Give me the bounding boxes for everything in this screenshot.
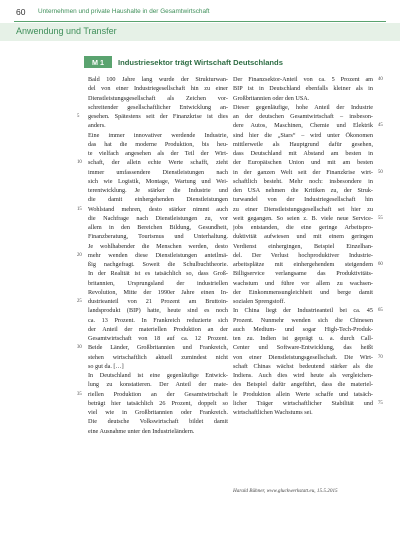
text-line: wachstum und führe vor allem zu wachsen- (233, 279, 373, 287)
page-header (0, 0, 400, 22)
text-line: viel wie in Großbritannien oder Frankreich. (88, 409, 228, 416)
line-number: 70 (378, 354, 383, 360)
text-line: turwandel von der Industriegesellschaft hin (233, 196, 373, 204)
text-line: Revolution, Mitte der 1990er Jahre einen In- (88, 288, 228, 296)
line-number: 20 (77, 252, 82, 258)
text-line: eine Ausnahme unter den Industrieländern. (88, 427, 195, 435)
line-number: 40 (378, 77, 383, 82)
text-line: von einer Dienstleistungsgesellschaft. Die Wirt- (233, 353, 373, 361)
line-number: 30 (77, 345, 82, 351)
text-line: Der Finanzsektor-Anteil von ca. 5 Prozent am (233, 76, 373, 83)
text-line: wirtschaftlichen Wachstums sei. (233, 409, 313, 416)
text-line: Finanzberatung, Tourismus und Unterhaltung. (88, 233, 228, 241)
text-line: Eine immer innovativer werdende Industrie, (88, 131, 228, 139)
text-line: sind hier die „Stars“ – wird unter Ökonomen (233, 131, 373, 139)
text-line: der Europäischen Union und mit am besten (233, 159, 373, 167)
text-line: dustrieanteil von 21 Prozent am Bruttoin- (88, 298, 228, 305)
text-line: duktivität aufwiesen und mit einem geringen (233, 233, 373, 241)
text-line: le Produktion allein Werte schaffe und tatsäch- (233, 390, 373, 398)
text-line: arbeitsplätze mit einhergehendem steigendem (233, 261, 373, 268)
text-line: britannien, Ursprungsland der industriellen (88, 279, 228, 287)
line-number: 65 (378, 308, 383, 314)
text-line: lung zu konstatieren. Der Anteil der mate- (88, 381, 228, 389)
text-line: das hat die moderne Produktion, bis heu- (88, 140, 228, 148)
text-line: anders. (88, 122, 106, 130)
text-line: Center und Software-Entwicklung, das heißt (233, 344, 373, 352)
text-line: der Anteil der materiellen Produktion an der (88, 325, 228, 333)
text-line: des Beispiel dafür angeführt, dass die materiel- (233, 381, 373, 389)
text-line: mehr wenden diese Dienstleistungen anteilmä- (88, 251, 228, 259)
text-line: in der ganzen Welt seit der Finanzkrise wirt- (233, 168, 373, 176)
text-line: ten zu. Indien ist geprägt u. a. durch Call- (233, 335, 373, 342)
text-line: Verdienst einhergingen, Beispiel Einzelhan- (233, 242, 373, 250)
text-line: del. Der Verlust hochproduktiver Industrie- (233, 251, 373, 259)
text-line: landsprodukt (BIP) hatte, heute sind es noch (88, 307, 228, 315)
line-number: 75 (378, 400, 383, 406)
line-number: 5 (77, 114, 80, 119)
material-badge: M 1 (84, 56, 112, 68)
text-line: In China liegt der Industrieanteil bei ca. 45 (233, 307, 373, 315)
text-line: terentwicklung. Je stärker die Industrie und (88, 187, 228, 194)
text-line: Beide Länder, Großbritannien und Frankreich, (88, 344, 228, 352)
text-line: mittlerweile als Hauptgrund dafür gesehen, (233, 140, 373, 148)
text-line: Je wohlhabender die Menschen werden, desto (88, 242, 228, 250)
text-line: beträgt hier tatsächlich 26 Prozent, doppelt so (88, 399, 228, 407)
material-heading (84, 55, 283, 69)
text-line: zu einer Dienstleistungsgesellschaft sei hier zu (233, 205, 373, 213)
line-number: 55 (378, 215, 383, 221)
header-rule (14, 21, 386, 22)
text-line: sich wie Logistik, Montage, Wartung und Wei- (88, 177, 228, 185)
text-line: schaftlich besteht. Mehr noch: insbesondere in (233, 177, 373, 185)
text-line: riellen Produktion an der Gesamtwirtschaft (88, 390, 228, 398)
text-line: schreitender gesellschaftlicher Entwicklung an- (88, 103, 228, 111)
left-text-column (88, 75, 228, 436)
text-line: Gesamtwirtschaft von 18 auf ca. 12 Prozent. (88, 335, 228, 342)
text-line: Indiens. Auch dies wird heute als vergleichen- (233, 372, 373, 379)
line-number: 35 (77, 391, 82, 397)
section-title: Anwendung und Transfer (16, 26, 117, 36)
source-citation: Harald Bühner, www.gluckwerkstatt.eu, 15.5.2015 (233, 488, 338, 494)
line-number: 10 (77, 160, 82, 166)
line-number: 45 (378, 123, 383, 129)
text-line: gesehen. Spätestens seit der Finanzkrise ist dies (88, 113, 228, 120)
text-line: Wohlstand mehren, desto stärker nimmt auch (88, 205, 228, 213)
text-line: dere Autos, Maschinen, Chemie und Elektrik (233, 122, 373, 130)
line-number: 50 (378, 169, 383, 175)
text-line: stehen wirtschaftlich aktuell zumindest nicht (88, 353, 228, 361)
text-line: so gut da. […] (88, 362, 124, 370)
text-line: BIP ist in Deutschland ebenfalls kleiner als in (233, 85, 373, 93)
text-line: licher Träger wirtschaftlicher Stabilität und (233, 399, 373, 407)
text-line: sozialen Sprengstoff. (233, 298, 286, 305)
text-line: auch Medium- und sogar High-Tech-Produk- (233, 325, 373, 333)
text-line: Großbritannien oder den USA. (233, 94, 310, 102)
text-line: Prozent. Nunmehr wenden sich die Chinesen (233, 316, 373, 324)
text-line: immer umfassendere Dienstleistungen nach (88, 168, 228, 176)
text-line: an der deutschen Gesamtwirtschaft – insbeson- (233, 113, 373, 120)
text-line: dass Deutschland mit Abstand am besten in (233, 150, 373, 157)
text-line: den USA nehmen die Kritiken zu, der Struk- (233, 187, 373, 194)
text-line: te vielfach angesehen als der Teil der Wirt- (88, 150, 228, 157)
line-number: 25 (77, 299, 82, 304)
text-line: allem in den Bereichen Bildung, Gesundheit, (88, 224, 228, 231)
text-line: In der Realität ist es tatsächlich so, dass Groß- (88, 270, 228, 278)
line-number: 15 (77, 206, 82, 212)
text-line: die Nachfrage nach Dienstleistungen zu, vor (88, 214, 228, 222)
text-line: del von einer Industriegesellschaft hin zu einer (88, 85, 228, 93)
line-number: 60 (378, 262, 383, 267)
text-line: schaft Chinas wächst bedeutend stärker als die (233, 362, 373, 370)
right-text-column (233, 75, 373, 417)
text-line: der Einkommensungleichheit und berge damit (233, 288, 373, 296)
text-line: In Deutschland ist eine gegenläufige Entwick- (88, 372, 228, 379)
text-line: Dienstleistungsgesellschaft als Zeichen vor- (88, 94, 228, 102)
text-line: Die deutsche Volkswirtschaft bildet damit (88, 418, 228, 426)
text-line: Billigservice verlangsame das Produktivitäts- (233, 270, 373, 278)
text-line: weit gegangen. So seien z. B. viele neue Service- (233, 214, 373, 222)
text-line: ca. 13 Prozent. In Frankreich reduzierte sich (88, 316, 228, 324)
text-line: die damit einhergehenden Dienstleistungen (88, 196, 228, 204)
running-title: Unternehmen und private Haushalte in der Gesamtwirtschaft (38, 8, 210, 15)
text-line: jobs entstanden, die eine geringe Arbeitspro- (233, 224, 373, 231)
text-line: Bald 100 Jahre lang wurde der Strukturwan- (88, 76, 228, 83)
section-banner (0, 23, 400, 41)
text-line: ßig nachgefragt. Soweit die Schulbuchtheorie. (88, 261, 228, 268)
text-line: schaft, der allein echte Werte schafft, zieht (88, 159, 228, 167)
page-number: 60 (16, 7, 26, 17)
material-title: Industriesektor trägt Wirtschaft Deutschlands (118, 57, 283, 67)
text-line: Dieser gegenläufige, hohe Anteil der Industrie (233, 103, 373, 111)
